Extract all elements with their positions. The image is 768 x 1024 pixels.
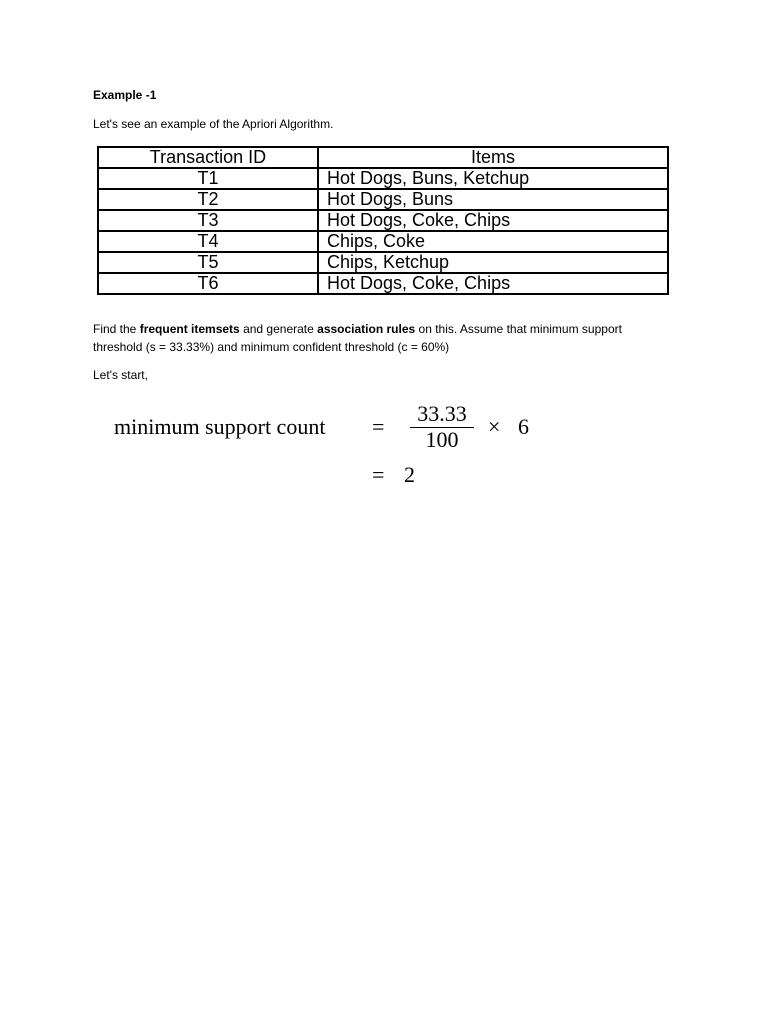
start-paragraph: Let's start, xyxy=(93,368,148,382)
items-cell: Hot Dogs, Buns, Ketchup xyxy=(318,168,668,189)
table-row xyxy=(98,189,668,210)
table-row xyxy=(98,168,668,189)
fraction-numerator: 33.33 xyxy=(417,401,467,426)
items-cell: Hot Dogs, Buns xyxy=(318,189,668,210)
column-header-items: Items xyxy=(318,147,668,168)
formula-result: 2 xyxy=(404,462,415,487)
items-cell: Hot Dogs, Coke, Chips xyxy=(318,210,668,231)
instruction-text: on this. Assume that minimum support threshold (s = 33.33%) and minimum confident threshold (c = 60%) xyxy=(93,322,622,354)
transaction-id-cell: T1 xyxy=(98,168,318,189)
table-row xyxy=(98,273,668,294)
table-row xyxy=(98,231,668,252)
column-header-transaction-id: Transaction ID xyxy=(98,147,318,168)
instruction-paragraph xyxy=(93,320,673,356)
equals-sign-result: = xyxy=(372,462,385,487)
formula-lhs: minimum support count xyxy=(114,414,326,439)
association-rules-term: association rules xyxy=(317,322,416,336)
example-heading: Example -1 xyxy=(93,88,157,102)
multiplier: 6 xyxy=(518,414,529,439)
transaction-id-cell: T2 xyxy=(98,189,318,210)
fraction-denominator: 100 xyxy=(425,427,459,452)
table-header-row xyxy=(98,147,668,168)
transactions-table xyxy=(97,146,669,295)
instruction-text: Find the xyxy=(93,322,140,336)
items-cell: Hot Dogs, Coke, Chips xyxy=(318,273,668,294)
times-sign: × xyxy=(488,414,501,439)
fraction xyxy=(410,402,474,452)
items-cell: Chips, Ketchup xyxy=(318,252,668,273)
table-row xyxy=(98,210,668,231)
frequent-itemsets-term: frequent itemsets xyxy=(139,322,240,336)
transaction-id-cell: T3 xyxy=(98,210,318,231)
items-cell: Chips, Coke xyxy=(318,231,668,252)
intro-paragraph: Let's see an example of the Apriori Algorithm. xyxy=(93,117,334,131)
equals-sign: = xyxy=(372,414,385,439)
transaction-id-cell: T4 xyxy=(98,231,318,252)
transaction-id-cell: T5 xyxy=(98,252,318,273)
table-row xyxy=(98,252,668,273)
transaction-id-cell: T6 xyxy=(98,273,318,294)
instruction-text: and generate xyxy=(239,322,318,336)
